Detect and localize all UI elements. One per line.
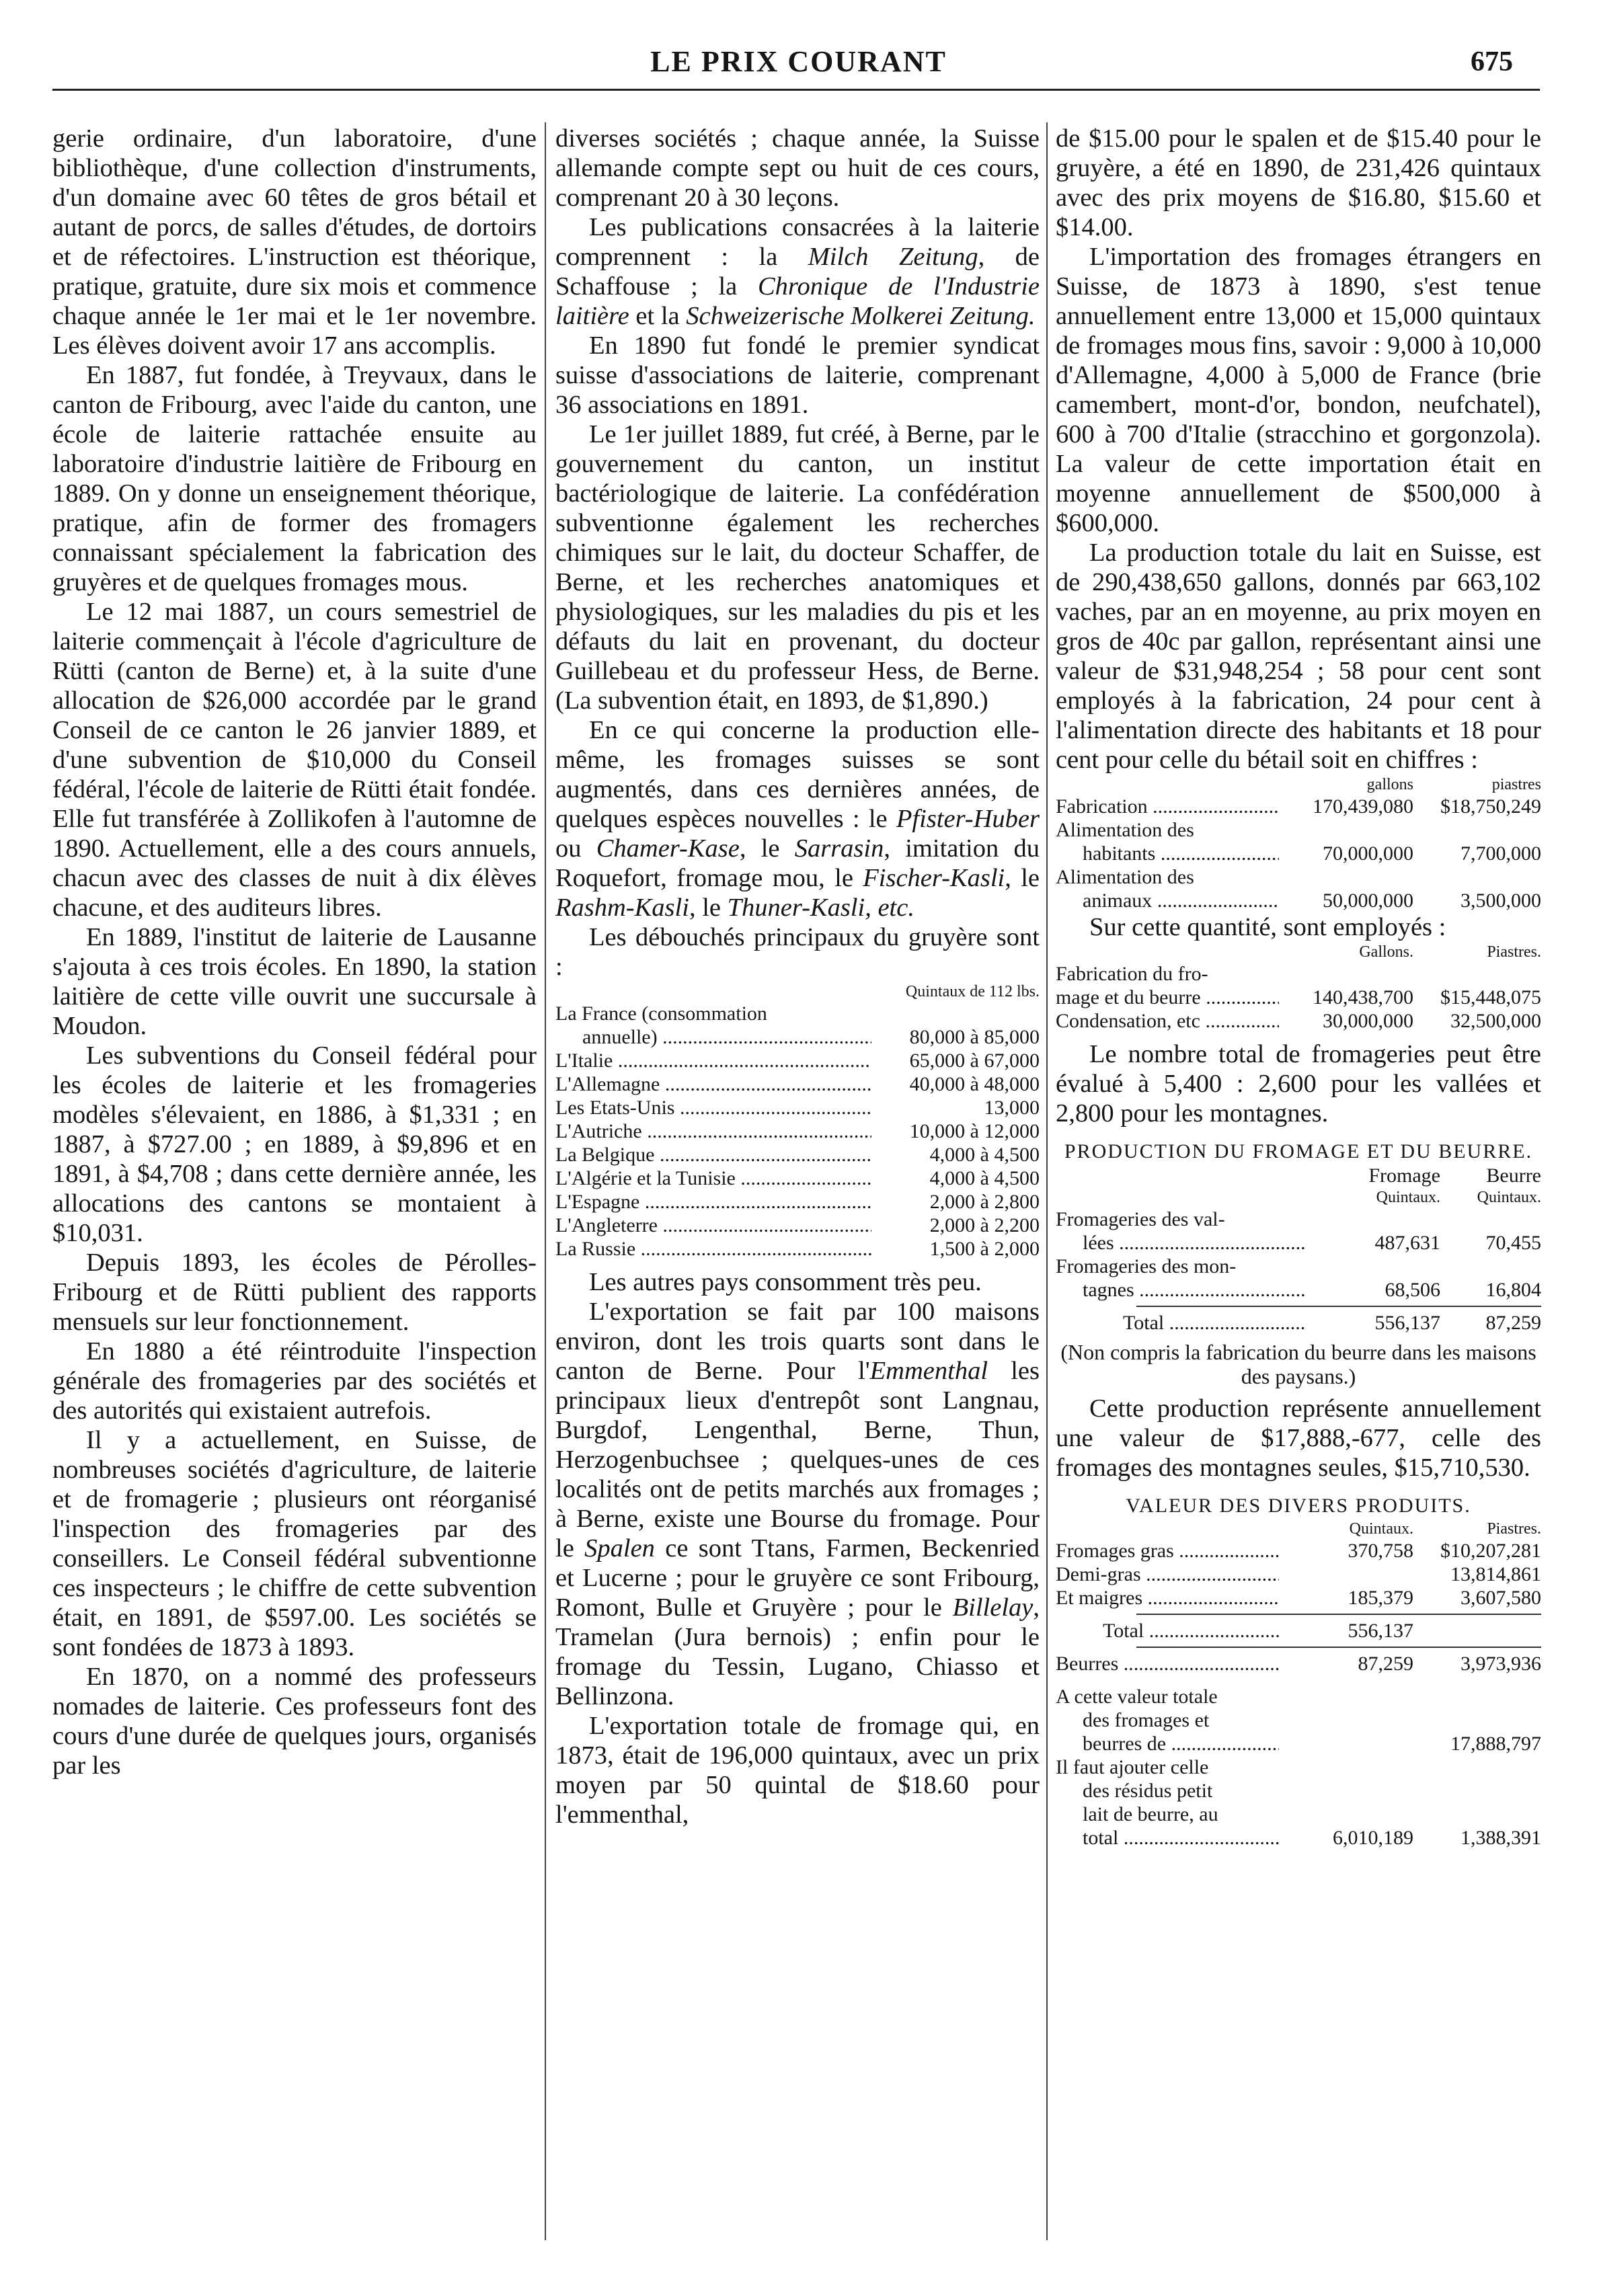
row-label: Demi-gras ..... (1056, 1562, 1279, 1586)
row-label: Il faut ajouter celle (1056, 1756, 1209, 1778)
paragraph: Les subventions du Conseil fédéral pour les écoles de laiterie et les fromageries modèles s'élevaient, en 1886, à $1,331 ; en 1887, à $727.00 ; en 1889, à $9,896 et en 1891, à $4,708 ; dans cette dernière année, les allocations des cantons se montaient à $10,031. (52, 1041, 537, 1247)
paragraph: Le nombre total de fromageries peut être évalué à 5,400 : 2,600 pour les vallées et 2,800 pour les montagnes. (1056, 1040, 1541, 1127)
table-row (1056, 1278, 1541, 1302)
production-table (1056, 1208, 1541, 1302)
table-row (1056, 1208, 1541, 1231)
table-unit: Quintaux de 112 lbs. (905, 983, 1040, 1000)
table-header: Quintaux. Piastres. (1349, 1520, 1541, 1538)
table-row (555, 1049, 1040, 1072)
table-row (555, 1190, 1040, 1214)
value-table-continued (1056, 1685, 1541, 1850)
table-row-total: Total ..... 556,137 (1056, 1619, 1541, 1642)
row-value: 13,000 (984, 1097, 1040, 1119)
row-label: La Belgique ..... (555, 1143, 871, 1166)
table-row (1056, 962, 1541, 986)
row-value: 30,000,000 (1323, 1010, 1413, 1032)
table-header: Gallons. Piastres. (1359, 943, 1541, 961)
paragraph: En 1870, on a nommé des professeurs nomades de laiterie. Ces professeurs font des cours d'une durée de quelques jours, organisés par les (52, 1663, 537, 1780)
table-row (1056, 842, 1541, 865)
row-value: 140,438,700 (1313, 986, 1413, 1008)
sum-rule (1136, 1647, 1541, 1648)
page-number: 675 (1471, 46, 1513, 77)
running-head (0, 42, 1597, 89)
row-label: habitants ..... (1056, 842, 1279, 865)
table-row (1056, 1009, 1541, 1033)
column-rule (1046, 122, 1048, 2240)
row-value: 1,388,391 (1460, 1827, 1541, 1849)
row-value: 370,758 (1348, 1540, 1413, 1562)
table-row (1056, 865, 1541, 889)
paragraph: Sur cette quantité, sont employés : (1089, 913, 1446, 941)
row-value: 3,607,580 (1460, 1587, 1541, 1609)
row-value: 16,804 (1485, 1279, 1541, 1301)
table-header: gallons piastres (1366, 776, 1541, 793)
header-rule (52, 89, 1540, 91)
table-row (555, 1096, 1040, 1119)
paragraph: diverses sociétés ; chaque année, la Suisse allemande compte sept ou huit de ces cours, comprenant 20 à 30 leçons. (555, 124, 1040, 212)
running-title: LE PRIX COURANT (650, 45, 947, 78)
row-label: Fromageries des val- (1056, 1208, 1225, 1230)
paragraph: Depuis 1893, les écoles de Pérolles-Fribourg et de Rütti publient des rapports mensuels sur leur fonctionnement. (52, 1249, 537, 1336)
row-value: 13,814,861 (1450, 1563, 1541, 1585)
paragraph: Le 1er juillet 1889, fut créé, à Berne, par le gouvernement du canton, un institut bactériologique de laiterie. La confédération subventionne également les recherches chimiques sur le lait, du docteur Schaffer, de Berne, et les recherches anatomiques et physiologiques, sur les maladies du pis et les défauts du lait en provenant, du docteur Guillebeau et du professeur Hess, de Berne. (La subvention était, en 1893, de $1,890.) (555, 420, 1040, 715)
table-row (1056, 1685, 1541, 1708)
column-2 (555, 124, 1040, 1829)
row-label: lées ..... (1056, 1231, 1306, 1255)
paragraph: En 1887, fut fondée, à Treyvaux, dans le canton de Fribourg, avec l'aide du canton, une école de laiterie rattachée ensuite au laboratoire d'industrie laitière de Fribourg en 1889. On y donne un enseignement théorique, pratique, afin de former des fromagers connaissant spécialement la fabrication des gruyères et de quelques fromages mous. (52, 361, 537, 596)
table-row (1056, 1803, 1541, 1826)
paragraph: En 1880 a été réintroduite l'inspection générale des fromageries par des sociétés et des autorités qui existaient autrefois. (52, 1337, 537, 1425)
table-row-total: Total ..... 556,137 87,259 (1056, 1311, 1541, 1335)
row-label: des fromages et (1083, 1709, 1210, 1731)
row-value: 80,000 à 85,000 (909, 1026, 1040, 1048)
row-value: 6,010,189 (1333, 1827, 1413, 1849)
table-row (1056, 1826, 1541, 1850)
sum-rule (1136, 1614, 1541, 1615)
table-row (555, 1119, 1040, 1143)
row-value: 17,888,797 (1450, 1733, 1541, 1755)
table-row (1056, 1562, 1541, 1586)
row-value: 50,000,000 (1323, 889, 1413, 912)
usage-table (1056, 962, 1541, 1033)
table-row (1056, 889, 1541, 912)
row-value: 487,631 (1374, 1232, 1440, 1254)
table-row (555, 1143, 1040, 1166)
row-label: L'Algérie et la Tunisie ..... (555, 1166, 871, 1190)
table-header: Fromage Beurre (1368, 1164, 1541, 1187)
paragraph: En 1890 fut fondé le premier syndicat suisse d'associations de laiterie, comprenant 36 associations en 1891. (555, 331, 1040, 419)
row-value: 70,455 (1485, 1232, 1541, 1254)
value-table (1056, 1539, 1541, 1610)
table-row (1056, 1732, 1541, 1755)
row-label: total ..... (1056, 1826, 1279, 1850)
row-label: L'Angleterre ..... (555, 1214, 871, 1237)
row-value: 185,379 (1348, 1587, 1413, 1609)
row-value: 3,500,000 (1460, 889, 1541, 912)
row-label: L'Italie ..... (555, 1049, 871, 1072)
paragraph: Le 12 mai 1887, un cours semestriel de laiterie commençait à l'école d'agriculture de Rütti (canton de Berne) et, à la suite d'une allocation de $26,000 accordée par le grand Conseil de ce canton le 26 janvier 1889, et d'une subvention de $10,000 du Conseil fédéral, l'école de laiterie de Rütti était fondée. Elle fut transférée à Zollikofen à l'automne de 1890. Actuellement, elle a des cours annuels, chacun avec des classes de nuit à dix élèves chacune, et des auditeurs libres. (52, 598, 537, 922)
row-label: La France (consommation (555, 1002, 767, 1025)
row-label: Fabrication ..... (1056, 795, 1279, 818)
table-row (1056, 818, 1541, 842)
row-label: Fabrication du fro- (1056, 963, 1208, 985)
row-value: 32,500,000 (1450, 1010, 1541, 1032)
paragraph: L'exportation se fait par 100 maisons environ, dont les trois quarts sont dans le canton de Berne. Pour l'Emmenthal les principaux lieux d'entrepôt sont Langnau, Burgdof, Lengenthal, Berne, Thun, Herzogenbuchsee ; quelques-unes de ces localités ont de petits marchés aux fromages ; à Berne, existe une Bourse du fromage. Pour le Spalen ce sont Ttans, Farmen, Beckenried et Lucerne ; pour le gruyère ce sont Fribourg, Romont, Bulle et Gruyère ; pour le Billelay, Tramelan (Jura bernois) ; enfin pour le fromage du Tessin, Lugano, Chiasso et Bellinzona. (555, 1298, 1040, 1710)
paragraph: gerie ordinaire, d'un laboratoire, d'une bibliothèque, d'une collection d'instruments, d'un domaine avec 60 têtes de gros bétail et autant de porcs, de salles d'études, de dortoirs et de réfectoires. L'instruction est théorique, pratique, gratuite, dure six mois et commence chaque année le 1er mai et le 1er novembre. Les élèves doivent avoir 17 ans accomplis. (52, 124, 537, 360)
row-label: annuelle) ..... (555, 1025, 871, 1049)
table-row (1056, 1755, 1541, 1779)
paragraph: La production totale du lait en Suisse, est de 290,438,650 gallons, donnés par 663,102 vaches, par an en moyenne, au prix moyen en gros de 40c par gallon, représentant ainsi une valeur de $31,948,254 ; 58 pour cent sont employés à la fabrication, 24 pour cent à l'alimentation directe des habitants et 18 pour cent pour celle du bétail soit en chiffres : (1056, 539, 1541, 774)
row-label: tagnes ..... (1056, 1278, 1306, 1302)
paragraph: Les autres pays consomment très peu. (589, 1268, 982, 1296)
table-row (1056, 795, 1541, 818)
table-row (555, 1072, 1040, 1096)
row-label: lait de beurre, au (1083, 1803, 1218, 1825)
table-row (555, 1025, 1040, 1049)
row-value: 70,000,000 (1323, 842, 1413, 865)
row-value: $18,750,249 (1440, 795, 1541, 818)
row-label: A cette valeur totale (1056, 1686, 1218, 1708)
table-row (1056, 1255, 1541, 1278)
row-label: Et maigres ..... (1056, 1586, 1279, 1610)
table-row (1056, 1231, 1541, 1255)
table-row (1056, 986, 1541, 1009)
paragraph: En 1889, l'institut de laiterie de Lausanne s'ajouta à ces trois écoles. En 1890, la station laitière de cette ville ouvrit une succursale à Moudon. (52, 923, 537, 1040)
row-value: 7,700,000 (1460, 842, 1541, 865)
row-value: $15,448,075 (1440, 986, 1541, 1008)
row-label: L'Autriche ..... (555, 1119, 871, 1143)
paragraph: Cette production représente annuellement une valeur de $17,888,-677, celle des fromages des montagnes seules, $15,710,530. (1056, 1394, 1541, 1482)
row-value: 10,000 à 12,000 (909, 1120, 1040, 1142)
table-row (1056, 1586, 1541, 1610)
paragraph: Il y a actuellement, en Suisse, de nombreuses sociétés d'agriculture, de laiterie et de fromagerie ; plusieurs ont réorganisé l'inspection des fromageries par des conseillers. Le Conseil fédéral subventionne ces inspecteurs ; le chiffre de cette subvention était, en 1891, de $597.00. Les sociétés se sont fondées de 1873 à 1893. (52, 1426, 537, 1661)
row-value: 1,500 à 2,000 (929, 1238, 1040, 1260)
table-row (555, 1166, 1040, 1190)
row-label: Alimentation des (1056, 866, 1194, 888)
milk-table (1056, 795, 1541, 912)
row-value: 4,000 à 4,500 (929, 1144, 1040, 1166)
row-value: 2,000 à 2,200 (929, 1214, 1040, 1236)
paragraph: L'importation des fromages étrangers en Suisse, de 1873 à 1890, s'est tenue annuellement entre 13,000 et 15,000 quintaux de fromages mous fins, savoir : 9,000 à 10,000 d'Allemagne, 4,000 à 5,000 de France (brie camembert, mont-d'or, bondon, neufchatel), 600 à 700 d'Italie (stracchino et gorgonzola). La valeur de cette importation était en moyenne annuellement de $500,000 à $600,000. (1056, 243, 1541, 537)
table-row (1056, 1779, 1541, 1803)
row-label: animaux ..... (1056, 889, 1279, 912)
table-row (555, 1002, 1040, 1025)
table-note: (Non compris la fabrication du beurre dans les maisons des paysans.) (1060, 1340, 1536, 1388)
table-row (1056, 1708, 1541, 1732)
sum-rule (1136, 1306, 1541, 1307)
row-label: mage et du beurre ..... (1056, 986, 1279, 1009)
table-subheader: Quintaux. Quintaux. (1376, 1189, 1541, 1206)
row-label: L'Espagne ..... (555, 1190, 871, 1214)
paragraph: Les débouchés principaux du gruyère sont : (555, 923, 1040, 981)
row-label: La Russie ..... (555, 1237, 871, 1261)
column-rule (545, 122, 546, 2240)
row-value: $10,207,281 (1440, 1540, 1541, 1562)
row-value: 2,000 à 2,800 (929, 1191, 1040, 1213)
section-title: VALEUR DES DIVERS PRODUITS. (1126, 1495, 1471, 1517)
row-label: Les Etats-Unis ..... (555, 1096, 871, 1119)
row-label: Condensation, etc ..... (1056, 1009, 1279, 1033)
column-3 (1056, 124, 1541, 1850)
paragraph: En ce qui concerne la production elle-même, les fromages suisses se sont augmentés, dans ces dernières années, de quelques espèces nouvelles : le Pfister-Huber ou Chamer-Kase, le Sarrasin, imitation du Roquefort, fromage mou, le Fischer-Kasli, le Rashm-Kasli, le Thuner-Kasli, etc. (555, 716, 1040, 922)
row-value: 4,000 à 4,500 (929, 1167, 1040, 1189)
paragraph: de $15.00 pour le spalen et de $15.40 pour le gruyère, a été en 1890, de 231,426 quintaux avec des prix moyens de $16.80, $15.60 et $14.00. (1056, 124, 1541, 241)
table-row (1056, 1539, 1541, 1562)
table-row: Beurres ..... 87,259 3,973,936 (1056, 1652, 1541, 1675)
export-table (555, 1002, 1040, 1261)
column-1 (52, 124, 537, 1780)
row-value: 170,439,080 (1313, 795, 1413, 818)
row-label: Fromages gras ..... (1056, 1539, 1279, 1562)
row-label: des résidus petit (1083, 1780, 1213, 1802)
paragraph: L'exportation totale de fromage qui, en 1873, était de 196,000 quintaux, avec un prix moyen par 50 quintal de $18.60 pour l'emmenthal, (555, 1712, 1040, 1829)
section-title: PRODUCTION DU FROMAGE ET DU BEURRE. (1064, 1140, 1533, 1162)
row-value: 40,000 à 48,000 (909, 1073, 1040, 1095)
row-label: beurres de ..... (1056, 1732, 1279, 1755)
table-row (555, 1214, 1040, 1237)
paragraph: Les publications consacrées à la laiterie comprennent : la Milch Zeitung, de Schaffouse ; la Chronique de l'Industrie laitière et la Schweizerische Molkerei Zeitung. (555, 213, 1040, 330)
table-row (555, 1237, 1040, 1261)
row-value: 68,506 (1385, 1279, 1440, 1301)
row-label: Fromageries des mon- (1056, 1255, 1237, 1277)
row-label: L'Allemagne ..... (555, 1072, 871, 1096)
row-value: 65,000 à 67,000 (909, 1050, 1040, 1072)
row-label: Alimentation des (1056, 819, 1194, 841)
